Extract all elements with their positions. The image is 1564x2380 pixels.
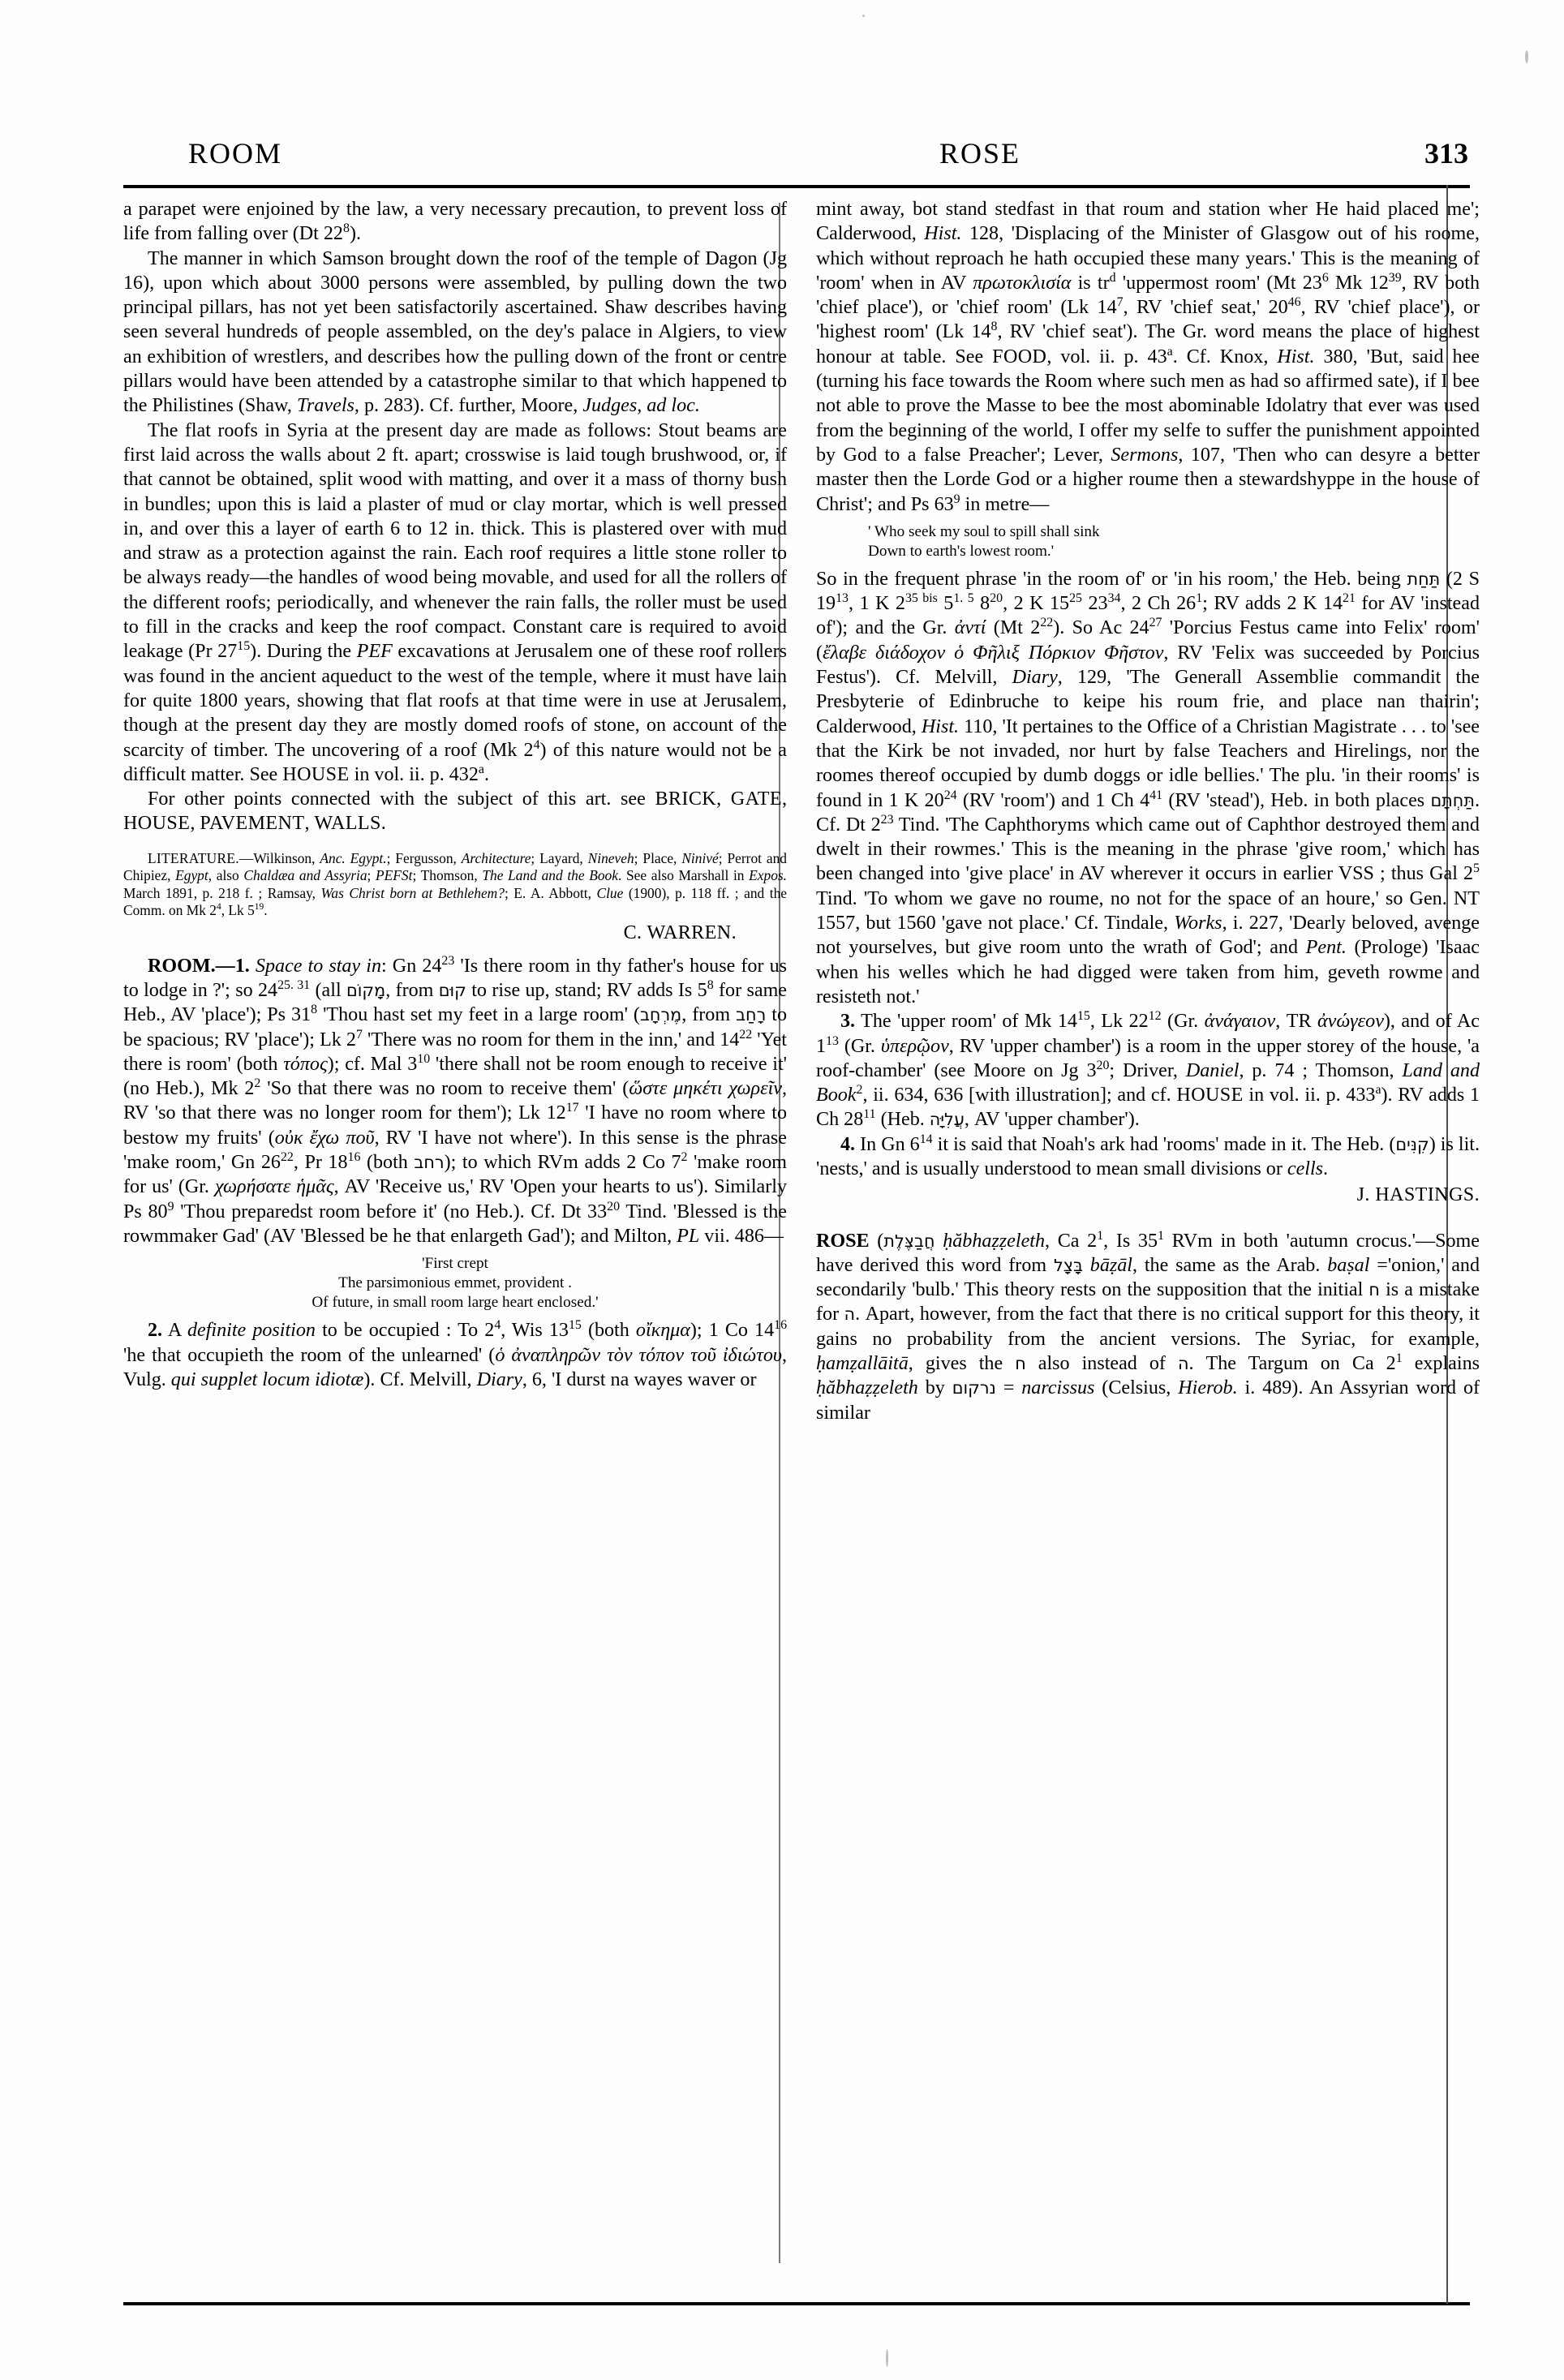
milton-line-1: 'First crept xyxy=(422,1255,488,1273)
spacer xyxy=(816,1208,1480,1229)
hebrew-habazzeleth: חֲבַצֶּלֶת xyxy=(883,1231,935,1251)
psalm-verse-line-1: ' Who seek my soul to spill shall sink xyxy=(868,522,1100,540)
greek-elabe-diadochon: ἔλαβε διάδοχον ὁ Φῆλιξ Πόρκιον Φῆστον xyxy=(823,642,1164,664)
hebrew-he: ה xyxy=(844,1304,856,1325)
cross-ref-house-3[interactable]: HOUSE xyxy=(1176,1085,1244,1106)
cross-ref-pavement[interactable]: PAVEMENT xyxy=(200,813,305,835)
greek-hoste-meketi-chorein: ὥστε μηκέτι χωρεῖν xyxy=(629,1078,782,1100)
signature-warren: C. WARREN. xyxy=(623,922,737,944)
greek-hyperoon: ὑπερῷον xyxy=(880,1035,949,1057)
entry-rose: ROSE (חֲבַצֶּלֶת ḥăbhaẓẓeleth, Ca $2^1$, Is $35^1$ RVm in both 'autumn crocus.'—Some have derived this word from בָּצָל bāẓāl, the same as the Arab. baṣal ='onion,' and secondarily 'bulb.' This theory rests on the supposition that the initial ח is a mistake for ה. Apart, however, from the fact that there is no critical support for this theory, it gains no probability from the ancient versions. The Syriac, for example, ḥamẓallāitā, gives the ח also instead of ה. The Targum on Ca $2^1$ explains ḥăbhaẓẓeleth by נרקום = narcissus (Celsius, Hierob. i. 489). An Assyrian word of similar xyxy=(816,1228,1480,1424)
header-rule xyxy=(123,185,1470,188)
greek-anti: ἀντί xyxy=(954,617,986,639)
spacer xyxy=(123,946,787,954)
paragraph-sense-3: 3. The 'upper room' of Mk $14^{15}$, Lk $22^{12}$ (Gr. ἀνάγαιον, TR ἀνώγεον), and of Ac $1^{13}$ (Gr. ὑπερῷον, RV 'upper chamber') is a room in the upper storey of the house, 'a roof-chamber' (see Moore on Jg $3^{20}$; Driver, Daniel, p. 74 ; Thomson, Land and Book$^2$, ii. 634, 636 [with illustration]; and cf. HOUSE in vol. ii. p. 433$^a$). RV adds 1 Ch $28^{11}$ (Heb. עֲלִיָּה, AV 'upper chamber'). xyxy=(816,1009,1480,1131)
hebrew-qinnim: קִנִּים xyxy=(1395,1134,1429,1154)
scan-speckle xyxy=(886,2349,888,2367)
entry-room: ROOM.—1. Space to stay in: Gn $24^{23}$ 'Is there room in thy father's house for us to lodge in ?'; so $24^{25. 31}$ (all מָקוֹם, from קוּם to rise up, stand; RV adds Is $5^8$ for same Heb., AV 'place'); Ps $31^8$ 'Thou hast set my feet in a large room' (מֶרְחָב, from רָחַב to be spacious; RV 'place'); Lk $2^7$ 'There was no room for them in the inn,' and $14^{22}$ 'Yet there is room' (both τόπος); cf. Mal $3^{10}$ 'there shall not be room enough to receive it' (no Heb.), Mk $2^2$ 'So that there was no room to receive them' (ὥστε μηκέτι χωρεῖν, RV 'so that there was no longer room for them'); Lk $12^{17}$ 'I have no room where to bestow my fruits' (οὐκ ἔχω ποῦ, RV 'I have not where'). In this sense is the phrase 'make room,' Gn $26^{22}$, Pr $18^{16}$ (both רחב); to which RVm adds 2 Co $7^2$ 'make room for us' (Gr. χωρήσατε ἡμᾶς, AV 'Receive us,' RV 'Open your hearts to us'). Similarly Ps $80^9$ 'Thou preparedst room before it' (no Heb.). Cf. Dt $33^{20}$ Tind. 'Blessed is the rowmmaker Gad' (AV 'Blessed be he that enlargeth Gad'); and Milton, PL vii. 486— xyxy=(123,953,788,1247)
greek-protoklisia: πρωτοκλισία xyxy=(973,272,1072,294)
headword-room: ROOM. xyxy=(148,955,216,977)
literature-block: LITERATURE.—Wilkinson, Anc. Egypt.; Fergusson, Architecture; Layard, Nineveh; Place, Ninivé; Perrot and Chipiez, Egypt, also Chaldæa and Assyria; PEFSt; Thomson, The Land and the Book. See also Marshall in Expos. March 1891, p. 218 f. ; Ramsay, Was Christ born at Bethlehem?; E. A. Abbott, Clue (1900), p. 118 ff. ; and the Comm. on Mk $2^4$, Lk $5^{19}$. xyxy=(123,849,788,918)
greek-topos: τόπος xyxy=(283,1053,328,1075)
greek-ouk-echo-pou: οὐκ ἔχω ποῦ xyxy=(274,1127,375,1149)
hebrew-rhb: רחב xyxy=(414,1153,445,1173)
running-head-left: ROOM xyxy=(188,137,283,170)
headword-rose: ROSE xyxy=(816,1230,870,1252)
milton-quotation xyxy=(123,1254,787,1312)
scan-speckle xyxy=(862,15,865,17)
hebrew-narqom: נרקום xyxy=(952,1378,996,1398)
right-column xyxy=(816,197,1480,1425)
hebrew-tachtam: תַּחְתָּם xyxy=(1430,790,1475,810)
milton-line-2: The parsimonious emmet, provident . xyxy=(338,1274,572,1292)
hebrew-het-2: ח xyxy=(1015,1354,1026,1374)
milton-line-3: Of future, in small room large heart enclosed.' xyxy=(312,1294,599,1312)
hebrew-aliyah: עֲלִיָּה xyxy=(929,1110,965,1130)
cross-ref-gate[interactable]: GATE xyxy=(730,788,782,810)
hebrew-maqom: מָקוֹם xyxy=(346,980,386,1000)
paragraph-in-the-room-of: So in the frequent phrase 'in the room of' or 'in his room,' the Heb. being תַּחַת (2 S $19^{13}$, 1 K $2^{35 bis}$ $5^{1. 5}$ $8^{20}$, 2 K $15^{25}$ $23^{34}$, 2 Ch $26^1$; RV adds 2 K $14^{21}$ for AV 'instead of'); and the Gr. ἀντί (Mt $2^{22}$). So Ac $24^{27}$ 'Porcius Festus came into Felix' room' (ἔλαβε διάδοχον ὁ Φῆλιξ Πόρκιον Φῆστον, RV 'Felix was succeeded by Porcius Festus'). Cf. Melvill, Diary, 129, 'The Generall Assemblie commandit the Presbyterie of Edinbruche to keipe his roum frie, and place nan thairin'; Calderwood, Hist. 110, 'It pertaines to the Office of a Christian Magistrate . . . to 'see that the Kirk be not invaded, nor hurt by false Teachers and Hirelings, nor the roomes thereof occupied by dumb doggs or idle bellies.' The plu. 'in their rooms' is found in 1 K $20^{24}$ (RV 'room') and 1 Ch $4^{41}$ (RV 'stead'), Heb. in both places תַּחְתָּם. Cf. Dt $2^{23}$ Tind. 'The Caphthoryms which came out of Caphthor destroyed them and dwelt in their rowmes.' This is the meaning in the phrase 'give room,' which has been changed into 'give place' in AV wherever it occurs in earlier VSS ; thus Gal $2^5$ Tind. 'To whom we gave no roume, no not for the space of an houre,' so Gen. NT 1557, but 1560 'gave not place.' Cf. Tindale, Works, i. 227, 'Dearly beloved, avenge not yourselves, but give room unto the wrath of God'; and Pent. (Prologe) 'Isaac when his welles which he had digged were taken from him, geveth rowme and resisteth not.' xyxy=(816,568,1480,1007)
cross-ref-walls[interactable]: WALLS xyxy=(314,813,381,835)
paragraph-cross-references: For other points connected with the subject of this art. see BRICK, GATE, HOUSE, PAVEMENT, WALLS. xyxy=(123,788,787,835)
cross-ref-house-2[interactable]: HOUSE xyxy=(123,813,191,835)
hebrew-tachath: תַּחַת xyxy=(1407,569,1441,589)
paragraph-sense-4: 4. In Gn $6^{14}$ it is said that Noah's ark had 'rooms' made in it. The Heb. (קִנִּים) is lit. 'nests,' and is usually understood to mean small divisions or cells. xyxy=(816,1132,1480,1179)
footer-rule xyxy=(123,2302,1470,2305)
greek-choresate-hemas: χωρήσατε ἡμᾶς xyxy=(214,1176,334,1198)
cross-ref-food[interactable]: FOOD xyxy=(992,346,1047,367)
paragraph-flat-roofs: The flat roofs in Syria at the present day are made as follows: Stout beams are first laid across the walls about 2 ft. apart; crosswise is laid tough brushwood, or, if that cannot be obtained, split wood with matting, and over it a mass of thorny bush in bundles; upon this is laid a plaster of mud or clay mortar, which is well pressed in, and over this a layer of earth 6 to 12 in. thick. This is plastered over with mud and straw as a protection against the rain. Each roof requires a little stone roller to be always ready—the handles of wood being movable, and used for all the rollers of the different roofs; periodically, and whenever the rain falls, the roller must be used to fill in the cracks and keep the roof compact. Constant care is required to avoid leakage (Pr $27^{15}$). During the PEF excavations at Jerusalem one of these roof rollers was found in the ancient aqueduct to the west of the temple, where it must have lain for quite 1800 years, showing that flat roofs at that time were in use at Jerusalem, though at the present day they are mostly domed roofs of stone, on account of the scarcity of timber. The uncovering of a roof (Mk $2^4$) of this nature would not be a difficult matter. See HOUSE in vol. ii. p. 432$^a$. xyxy=(123,419,788,785)
psalm-verse-quotation xyxy=(816,522,1480,561)
hebrew-qum: קוּם xyxy=(438,980,466,1000)
greek-oikema: οἴκημα xyxy=(635,1320,690,1342)
hebrew-he-2: ה xyxy=(1177,1354,1189,1374)
hebrew-rahab: רָחַב xyxy=(736,1005,767,1025)
psalm-verse-line-2: Down to earth's lowest room.' xyxy=(868,542,1055,560)
entry-room-sense-2: 2. A definite position to be occupied : To $2^4$, Wis $13^{15}$ (both οἴκημα); 1 Co $14^{16}$ 'he that occupieth the room of the unlearned' (ὁ ἀναπληρῶν τὸν τόπον τοῦ ἰδιώτου, Vulg. qui supplet locum idiotæ). Cf. Melvill, Diary, 6, 'I durst na wayes waver or xyxy=(123,1318,788,1390)
signature-hastings: J. HASTINGS. xyxy=(1356,1184,1480,1206)
greek-anagaion: ἀνάγαιον xyxy=(1204,1011,1276,1033)
hebrew-bazal: בָּצָל xyxy=(1053,1255,1083,1275)
paragraph-samson: The manner in which Samson brought down the roof of the temple of Dagon (Jg 16), upon which about 3000 persons were assembled, by pulling down the two principal pillars, has not yet been satisfactorily ascertained. Shaw describes having seen several hundreds of people assembled, on the dey's palace in Algiers, to view an exhibition of wrestlers, and describes how the pulling down of the front or centre pillars would have been attended by a catastrophe similar to that which happened to the Philistines (Shaw, Travels, p. 283). Cf. further, Moore, Judges, ad loc. xyxy=(123,247,787,417)
cross-ref-brick[interactable]: BRICK xyxy=(655,788,717,810)
running-head xyxy=(122,136,1468,174)
literature-label: LITERATURE. xyxy=(148,849,239,866)
left-column xyxy=(123,197,787,1392)
page-number: 313 xyxy=(1424,137,1468,170)
hebrew-het: ח xyxy=(1368,1280,1380,1300)
running-head-right: ROSE xyxy=(939,137,1021,170)
spacer xyxy=(123,836,787,844)
hebrew-merhab: מֶרְחָב xyxy=(639,1005,682,1025)
scan-speckle xyxy=(1525,50,1528,63)
paragraph-continuation: mint away, bot stand stedfast in that roum and station wher He haid placed me'; Calderwood, Hist. 128, 'Displacing of the Minister of Glasgow out of his roome, which without reproach he hath occupied these many years.' This is the meaning of 'room' when in AV πρωτοκλισία is $tr^d$ 'uppermost room' (Mt $23^6$ Mk $12^{39}$, RV both 'chief place'), or 'chief room' (Lk $14^7$, RV 'chief seat,' $20^{46}$, RV 'chief place'), or 'highest room' (Lk $14^8$, RV 'chief seat'). The Gr. word means the place of highest honour at table. See FOOD, vol. ii. p. 43$^a$. Cf. Knox, Hist. 380, 'But, said hee (turning his face towards the Room where such men as had so affirmed sate), if I bee not able to prove the Masse to bee the most abominable Idolatry that ever was used from the beginning of the world, I offer my selfe to suffer the punishment appointed by God to a false Preacher'; Lever, Sermons, 107, 'Then who can desyre a better master then the Lorde God or a higher roume then a stewardshyppe in the house of Christ'; and Ps $63^9$ in metre— xyxy=(816,199,1480,515)
greek-anapleron-topon: ὁ ἀναπληρῶν τὸν τόπον τοῦ ἰδιώτου xyxy=(495,1344,782,1366)
paragraph-parapet: a parapet were enjoined by the law, a very necessary precaution, to prevent loss of life from falling over (Dt $22^8$). xyxy=(123,199,787,245)
greek-anogeon: ἀνώγεον xyxy=(1317,1011,1384,1033)
cross-ref-house[interactable]: HOUSE xyxy=(282,763,350,785)
